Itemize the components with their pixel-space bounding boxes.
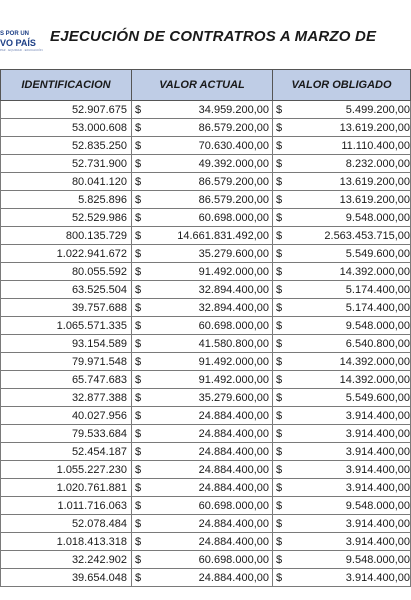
currency-symbol: $ xyxy=(132,497,146,515)
identificacion-cell: 79.971.548 xyxy=(1,353,132,371)
currency-symbol: $ xyxy=(273,335,287,353)
valor-obligado-cell: 9.548.000,00 xyxy=(287,317,411,335)
table-row xyxy=(1,479,411,497)
currency-symbol: $ xyxy=(273,137,287,155)
currency-symbol: $ xyxy=(132,479,146,497)
identificacion-cell: 39.757.688 xyxy=(1,299,132,317)
identificacion-cell: 80.055.592 xyxy=(1,263,132,281)
contracts-table xyxy=(0,69,411,587)
currency-symbol: $ xyxy=(132,281,146,299)
valor-obligado-cell: 3.914.400,00 xyxy=(287,461,411,479)
valor-obligado-cell: 14.392.000,00 xyxy=(287,263,411,281)
identificacion-cell: 63.525.504 xyxy=(1,281,132,299)
currency-symbol: $ xyxy=(273,227,287,245)
valor-obligado-cell: 9.548.000,00 xyxy=(287,209,411,227)
table-row xyxy=(1,245,411,263)
valor-actual-cell: 34.959.200,00 xyxy=(146,101,273,119)
identificacion-cell: 1.065.571.335 xyxy=(1,317,132,335)
table-row xyxy=(1,227,411,245)
identificacion-cell: 32.242.902 xyxy=(1,551,132,569)
valor-obligado-cell: 14.392.000,00 xyxy=(287,353,411,371)
currency-symbol: $ xyxy=(132,551,146,569)
currency-symbol: $ xyxy=(273,353,287,371)
valor-actual-cell: 91.492.000,00 xyxy=(146,371,273,389)
currency-symbol: $ xyxy=(132,173,146,191)
table-row xyxy=(1,533,411,551)
currency-symbol: $ xyxy=(132,569,146,587)
valor-actual-cell: 60.698.000,00 xyxy=(146,317,273,335)
identificacion-cell: 40.027.956 xyxy=(1,407,132,425)
identificacion-cell: 52.731.900 xyxy=(1,155,132,173)
valor-obligado-cell: 3.914.400,00 xyxy=(287,479,411,497)
valor-obligado-cell: 3.914.400,00 xyxy=(287,515,411,533)
table-row xyxy=(1,497,411,515)
currency-symbol: $ xyxy=(132,227,146,245)
currency-symbol: $ xyxy=(273,497,287,515)
currency-symbol: $ xyxy=(132,533,146,551)
identificacion-cell: 39.654.048 xyxy=(1,569,132,587)
currency-symbol: $ xyxy=(273,263,287,281)
identificacion-cell: 79.533.684 xyxy=(1,425,132,443)
currency-symbol: $ xyxy=(273,443,287,461)
identificacion-cell: 52.907.675 xyxy=(1,101,132,119)
table-row xyxy=(1,209,411,227)
logo-line-1: S POR UN xyxy=(0,31,30,37)
table-row xyxy=(1,461,411,479)
valor-actual-cell: 24.884.400,00 xyxy=(146,569,273,587)
currency-symbol: $ xyxy=(273,515,287,533)
valor-actual-cell: 32.894.400,00 xyxy=(146,281,273,299)
table-row xyxy=(1,299,411,317)
currency-symbol: $ xyxy=(132,407,146,425)
valor-obligado-cell: 14.392.000,00 xyxy=(287,371,411,389)
valor-actual-cell: 70.630.400,00 xyxy=(146,137,273,155)
valor-actual-cell: 35.279.600,00 xyxy=(146,389,273,407)
header-valor-actual: VALOR ACTUAL xyxy=(132,70,273,101)
identificacion-cell: 52.078.484 xyxy=(1,515,132,533)
valor-obligado-cell: 2.563.453.715,00 xyxy=(287,227,411,245)
table-row xyxy=(1,173,411,191)
valor-actual-cell: 49.392.000,00 xyxy=(146,155,273,173)
identificacion-cell: 53.000.608 xyxy=(1,119,132,137)
currency-symbol: $ xyxy=(273,461,287,479)
currency-symbol: $ xyxy=(273,371,287,389)
currency-symbol: $ xyxy=(273,551,287,569)
valor-actual-cell: 60.698.000,00 xyxy=(146,497,273,515)
valor-actual-cell: 86.579.200,00 xyxy=(146,173,273,191)
valor-obligado-cell: 5.174.400,00 xyxy=(287,281,411,299)
valor-actual-cell: 24.884.400,00 xyxy=(146,533,273,551)
valor-actual-cell: 91.492.000,00 xyxy=(146,353,273,371)
table-row xyxy=(1,569,411,587)
table-header-row xyxy=(1,70,411,101)
currency-symbol: $ xyxy=(273,533,287,551)
table-row xyxy=(1,101,411,119)
valor-actual-cell: 14.661.831.492,00 xyxy=(146,227,273,245)
valor-obligado-cell: 11.110.400,00 xyxy=(287,137,411,155)
identificacion-cell: 80.041.120 xyxy=(1,173,132,191)
identificacion-cell: 52.454.187 xyxy=(1,443,132,461)
currency-symbol: $ xyxy=(132,353,146,371)
valor-obligado-cell: 9.548.000,00 xyxy=(287,551,411,569)
currency-symbol: $ xyxy=(273,299,287,317)
identificacion-cell: 1.020.761.881 xyxy=(1,479,132,497)
currency-symbol: $ xyxy=(273,407,287,425)
currency-symbol: $ xyxy=(273,119,287,137)
currency-symbol: $ xyxy=(132,389,146,407)
table-row xyxy=(1,191,411,209)
currency-symbol: $ xyxy=(132,443,146,461)
valor-obligado-cell: 5.549.600,00 xyxy=(287,389,411,407)
valor-obligado-cell: 8.232.000,00 xyxy=(287,155,411,173)
currency-symbol: $ xyxy=(132,515,146,533)
valor-actual-cell: 24.884.400,00 xyxy=(146,407,273,425)
table-row xyxy=(1,137,411,155)
table-row xyxy=(1,119,411,137)
valor-actual-cell: 91.492.000,00 xyxy=(146,263,273,281)
identificacion-cell: 1.055.227.230 xyxy=(1,461,132,479)
valor-actual-cell: 86.579.200,00 xyxy=(146,119,273,137)
logo-line-3: PAZ · EQUIDAD · EDUCACIÓN xyxy=(0,48,43,52)
identificacion-cell: 1.018.413.318 xyxy=(1,533,132,551)
currency-symbol: $ xyxy=(132,335,146,353)
valor-obligado-cell: 9.548.000,00 xyxy=(287,497,411,515)
currency-symbol: $ xyxy=(273,389,287,407)
identificacion-cell: 65.747.683 xyxy=(1,371,132,389)
logo-line-2: VO PAÍS xyxy=(0,38,36,48)
currency-symbol: $ xyxy=(132,101,146,119)
identificacion-cell: 1.022.941.672 xyxy=(1,245,132,263)
currency-symbol: $ xyxy=(132,209,146,227)
currency-symbol: $ xyxy=(132,191,146,209)
valor-actual-cell: 24.884.400,00 xyxy=(146,425,273,443)
currency-symbol: $ xyxy=(273,317,287,335)
table-row xyxy=(1,551,411,569)
valor-actual-cell: 24.884.400,00 xyxy=(146,515,273,533)
valor-actual-cell: 24.884.400,00 xyxy=(146,479,273,497)
valor-obligado-cell: 5.174.400,00 xyxy=(287,299,411,317)
identificacion-cell: 52.835.250 xyxy=(1,137,132,155)
header-identificacion: IDENTIFICACION xyxy=(1,70,132,101)
currency-symbol: $ xyxy=(132,119,146,137)
valor-actual-cell: 24.884.400,00 xyxy=(146,461,273,479)
identificacion-cell: 93.154.589 xyxy=(1,335,132,353)
header-valor-obligado: VALOR OBLIGADO xyxy=(273,70,411,101)
currency-symbol: $ xyxy=(132,137,146,155)
valor-actual-cell: 24.884.400,00 xyxy=(146,443,273,461)
currency-symbol: $ xyxy=(273,155,287,173)
identificacion-cell: 52.529.986 xyxy=(1,209,132,227)
identificacion-cell: 5.825.896 xyxy=(1,191,132,209)
table-row xyxy=(1,515,411,533)
currency-symbol: $ xyxy=(132,155,146,173)
identificacion-cell: 32.877.388 xyxy=(1,389,132,407)
valor-actual-cell: 32.894.400,00 xyxy=(146,299,273,317)
table-row xyxy=(1,335,411,353)
valor-obligado-cell: 3.914.400,00 xyxy=(287,443,411,461)
currency-symbol: $ xyxy=(273,101,287,119)
currency-symbol: $ xyxy=(273,173,287,191)
table-row xyxy=(1,317,411,335)
currency-symbol: $ xyxy=(132,317,146,335)
valor-obligado-cell: 13.619.200,00 xyxy=(287,191,411,209)
page-title: EJECUCIÓN DE CONTRATROS A MARZO DE xyxy=(50,28,377,45)
valor-obligado-cell: 5.549.600,00 xyxy=(287,245,411,263)
table-row xyxy=(1,389,411,407)
valor-obligado-cell: 3.914.400,00 xyxy=(287,407,411,425)
valor-obligado-cell: 13.619.200,00 xyxy=(287,173,411,191)
currency-symbol: $ xyxy=(273,209,287,227)
government-logo xyxy=(0,30,43,66)
table-row xyxy=(1,281,411,299)
currency-symbol: $ xyxy=(273,479,287,497)
valor-obligado-cell: 3.914.400,00 xyxy=(287,425,411,443)
identificacion-cell: 1.011.716.063 xyxy=(1,497,132,515)
currency-symbol: $ xyxy=(132,299,146,317)
table-row xyxy=(1,155,411,173)
valor-obligado-cell: 5.499.200,00 xyxy=(287,101,411,119)
valor-obligado-cell: 3.914.400,00 xyxy=(287,569,411,587)
valor-actual-cell: 35.279.600,00 xyxy=(146,245,273,263)
currency-symbol: $ xyxy=(132,263,146,281)
table-row xyxy=(1,443,411,461)
table-row xyxy=(1,407,411,425)
table-row xyxy=(1,425,411,443)
table-row xyxy=(1,263,411,281)
valor-actual-cell: 41.580.800,00 xyxy=(146,335,273,353)
currency-symbol: $ xyxy=(132,461,146,479)
currency-symbol: $ xyxy=(273,191,287,209)
table-row xyxy=(1,371,411,389)
valor-obligado-cell: 3.914.400,00 xyxy=(287,533,411,551)
currency-symbol: $ xyxy=(273,245,287,263)
valor-actual-cell: 86.579.200,00 xyxy=(146,191,273,209)
valor-actual-cell: 60.698.000,00 xyxy=(146,551,273,569)
valor-actual-cell: 60.698.000,00 xyxy=(146,209,273,227)
valor-obligado-cell: 13.619.200,00 xyxy=(287,119,411,137)
currency-symbol: $ xyxy=(132,245,146,263)
currency-symbol: $ xyxy=(132,371,146,389)
identificacion-cell: 800.135.729 xyxy=(1,227,132,245)
currency-symbol: $ xyxy=(273,425,287,443)
currency-symbol: $ xyxy=(132,425,146,443)
currency-symbol: $ xyxy=(273,569,287,587)
valor-obligado-cell: 6.540.800,00 xyxy=(287,335,411,353)
table-row xyxy=(1,353,411,371)
currency-symbol: $ xyxy=(273,281,287,299)
